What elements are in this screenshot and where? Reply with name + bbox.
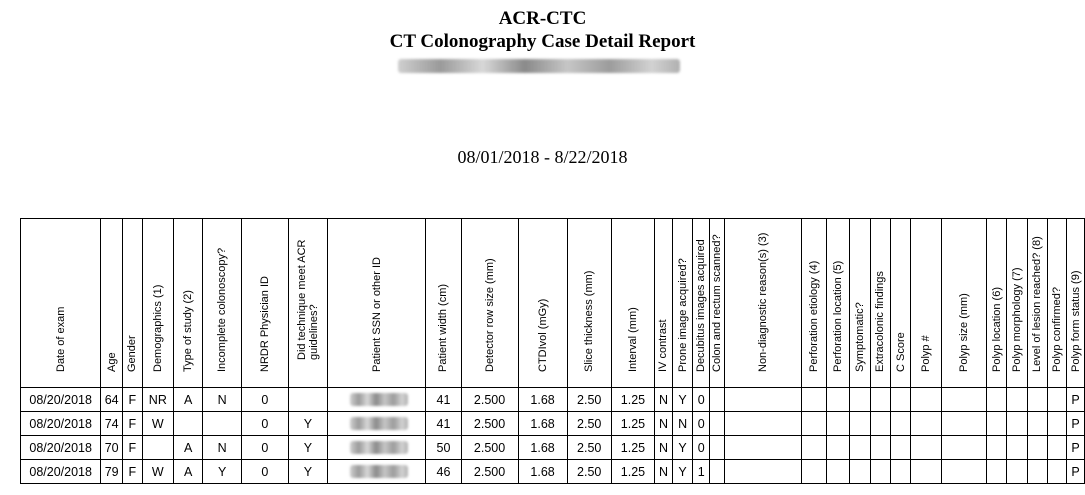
- table-cell: [1027, 460, 1047, 484]
- table-cell: [911, 460, 942, 484]
- table-cell: 1.25: [611, 436, 654, 460]
- table-cell: [941, 412, 986, 436]
- column-header: [288, 219, 328, 388]
- table-cell: [987, 436, 1007, 460]
- table-cell: [870, 460, 890, 484]
- table-cell: 74: [101, 412, 123, 436]
- table-cell: [802, 436, 827, 460]
- table-cell: [802, 388, 827, 412]
- table-cell: [725, 412, 802, 436]
- column-header-label: Perforation location (5): [832, 260, 845, 372]
- column-header-label: Patient SSN or other ID: [370, 257, 383, 372]
- column-header-label: Decubitus images acquired: [695, 239, 708, 372]
- table-cell: 1.68: [518, 412, 567, 436]
- table-cell: [1047, 436, 1066, 460]
- column-header: [890, 219, 910, 388]
- column-header-label: Prone image acquired?: [676, 258, 689, 372]
- column-header-label: Date of exam: [54, 306, 67, 372]
- table-cell: [710, 412, 725, 436]
- column-header: [518, 219, 567, 388]
- table-row: [21, 388, 1085, 412]
- table-cell: 46: [426, 460, 461, 484]
- table-cell: [827, 412, 850, 436]
- table-cell: [1047, 412, 1066, 436]
- table-cell: [1047, 460, 1066, 484]
- table-cell: Y: [672, 460, 693, 484]
- column-header-label: Non-diagnostic reason(s) (3): [757, 232, 770, 372]
- column-header-label: Polyp #: [920, 335, 933, 372]
- table-cell: [1007, 388, 1027, 412]
- table-cell: A: [174, 436, 203, 460]
- table-cell: 0: [242, 436, 288, 460]
- table-cell: W: [142, 412, 174, 436]
- header-row: [21, 219, 1085, 388]
- column-header-label: Interval (mm): [626, 307, 639, 372]
- column-header-label: Patient width (cm): [437, 283, 450, 372]
- table-cell: [710, 388, 725, 412]
- table-cell: P: [1067, 412, 1085, 436]
- table-cell: [911, 412, 942, 436]
- column-header: [1067, 219, 1085, 388]
- table-cell: 0: [242, 388, 288, 412]
- table-cell: 08/20/2018: [21, 412, 101, 436]
- table-cell: P: [1067, 388, 1085, 412]
- redacted-patient-id: [350, 393, 408, 406]
- table-cell: 1.68: [518, 460, 567, 484]
- table-cell: [1027, 412, 1047, 436]
- table-cell: [987, 388, 1007, 412]
- column-header-label: CTDIvol (mGy): [536, 298, 549, 372]
- table-cell: Y: [672, 388, 693, 412]
- table-cell: 08/20/2018: [21, 460, 101, 484]
- column-header-label: Type of study (2): [182, 290, 195, 372]
- table-cell: A: [174, 388, 203, 412]
- column-header: [142, 219, 174, 388]
- column-header: [1047, 219, 1066, 388]
- column-header: [461, 219, 518, 388]
- table-row: [21, 436, 1085, 460]
- column-header: [1027, 219, 1047, 388]
- table-cell: 2.500: [461, 460, 518, 484]
- date-range: 08/01/2018 - 8/22/2018: [457, 147, 628, 167]
- table-cell: 0: [242, 412, 288, 436]
- column-header: [203, 219, 242, 388]
- table-cell: 08/20/2018: [21, 388, 101, 412]
- table-cell: [911, 388, 942, 412]
- table-cell: 41: [426, 412, 461, 436]
- column-header: [672, 219, 693, 388]
- table-cell: 1.25: [611, 460, 654, 484]
- table-cell: 41: [426, 388, 461, 412]
- table-cell: [827, 388, 850, 412]
- table-cell: [802, 460, 827, 484]
- column-header: [174, 219, 203, 388]
- table-cell: Y: [203, 460, 242, 484]
- cell-redacted-id: [328, 460, 426, 484]
- table-cell: 2.50: [567, 412, 611, 436]
- column-header-label: Age: [105, 352, 118, 372]
- table-cell: 0: [693, 412, 710, 436]
- table-cell: 70: [101, 436, 123, 460]
- table-cell: A: [174, 460, 203, 484]
- table-cell: [941, 388, 986, 412]
- table-cell: [870, 412, 890, 436]
- column-header-label: Demographics (1): [151, 284, 164, 372]
- table-cell: 0: [693, 388, 710, 412]
- table-cell: 1: [693, 460, 710, 484]
- column-header: [123, 219, 143, 388]
- report-title: ACR-CTC: [498, 8, 587, 29]
- table-cell: 1.68: [518, 388, 567, 412]
- cell-redacted-id: [328, 388, 426, 412]
- column-header: [870, 219, 890, 388]
- column-header: [941, 219, 986, 388]
- column-header: [693, 219, 710, 388]
- column-header: [426, 219, 461, 388]
- column-header-label: Polyp location (6): [990, 287, 1003, 372]
- table-cell: N: [655, 388, 673, 412]
- column-header-label: Polyp confirmed?: [1050, 287, 1063, 372]
- table-cell: [890, 388, 910, 412]
- column-header: [987, 219, 1007, 388]
- table-cell: [725, 436, 802, 460]
- column-header: [101, 219, 123, 388]
- redacted-patient-id: [350, 465, 408, 478]
- table-cell: [710, 460, 725, 484]
- table-cell: [725, 388, 802, 412]
- column-header-label: Polyp morphology (7): [1010, 267, 1023, 372]
- column-header-label: NRDR Physician ID: [258, 276, 271, 372]
- table-cell: N: [203, 388, 242, 412]
- table-cell: Y: [288, 412, 328, 436]
- table-cell: [203, 412, 242, 436]
- table-cell: 64: [101, 388, 123, 412]
- column-header-label: Incomplete colonoscopy?: [216, 247, 229, 372]
- redacted-patient-id: [350, 417, 408, 430]
- column-header-label: Extracolonic findings: [874, 271, 887, 372]
- column-header-label: Slice thickness (mm): [583, 270, 596, 372]
- column-header-label: Polyp size (mm): [958, 293, 971, 372]
- column-header-label: Did technique meet ACR guidelines?: [295, 239, 320, 360]
- table-cell: [802, 412, 827, 436]
- table-cell: [850, 460, 870, 484]
- table-cell: N: [655, 412, 673, 436]
- table-cell: [1007, 412, 1027, 436]
- table-cell: F: [123, 436, 143, 460]
- column-header: [328, 219, 426, 388]
- column-header: [1007, 219, 1027, 388]
- table-cell: [870, 388, 890, 412]
- cell-redacted-id: [328, 436, 426, 460]
- table-cell: Y: [288, 460, 328, 484]
- table-cell: Y: [672, 436, 693, 460]
- table-cell: [890, 460, 910, 484]
- table-cell: [1007, 460, 1027, 484]
- table-cell: [987, 460, 1007, 484]
- table-cell: N: [203, 436, 242, 460]
- table-cell: N: [672, 412, 693, 436]
- column-header: [911, 219, 942, 388]
- table-cell: [870, 436, 890, 460]
- column-header-label: Level of lesion reached? (8): [1031, 236, 1044, 372]
- column-header: [725, 219, 802, 388]
- table-cell: W: [142, 460, 174, 484]
- column-header: [611, 219, 654, 388]
- table-cell: N: [655, 436, 673, 460]
- column-header-label: Polyp form status (9): [1069, 270, 1082, 372]
- table-cell: [174, 412, 203, 436]
- column-header: [242, 219, 288, 388]
- table-cell: P: [1067, 460, 1085, 484]
- table-cell: N: [655, 460, 673, 484]
- table-cell: Y: [288, 436, 328, 460]
- column-header-label: Perforation etiology (4): [808, 260, 821, 372]
- redacted-facility-name: [398, 59, 680, 73]
- table-cell: [827, 436, 850, 460]
- column-header-label: C Score: [894, 332, 907, 372]
- column-header-label: Gender: [126, 335, 139, 372]
- column-header-label: Symptomatic?: [854, 302, 867, 372]
- table-cell: [941, 436, 986, 460]
- column-header: [850, 219, 870, 388]
- table-cell: 1.68: [518, 436, 567, 460]
- column-header-label: Detector row size (mm): [483, 258, 496, 372]
- table-cell: 0: [242, 460, 288, 484]
- table-cell: 2.500: [461, 412, 518, 436]
- table-cell: [850, 412, 870, 436]
- table-cell: 2.50: [567, 436, 611, 460]
- table-cell: 2.500: [461, 436, 518, 460]
- redacted-patient-id: [350, 441, 408, 454]
- column-header: [21, 219, 101, 388]
- table-cell: F: [123, 460, 143, 484]
- table-cell: [1027, 436, 1047, 460]
- table-cell: [288, 388, 328, 412]
- table-cell: 08/20/2018: [21, 436, 101, 460]
- table-cell: P: [1067, 436, 1085, 460]
- table-body: [21, 388, 1085, 484]
- table-cell: [1007, 436, 1027, 460]
- table-cell: [710, 436, 725, 460]
- table-cell: NR: [142, 388, 174, 412]
- column-header-label: Colon and rectum scanned?: [711, 234, 724, 372]
- report-subtitle: CT Colonography Case Detail Report: [389, 31, 696, 52]
- column-header-label: IV contrast: [657, 319, 670, 372]
- table-cell: 50: [426, 436, 461, 460]
- table-cell: 1.25: [611, 412, 654, 436]
- table-cell: [725, 460, 802, 484]
- column-header: [655, 219, 673, 388]
- table-row: [21, 460, 1085, 484]
- table-row: [21, 412, 1085, 436]
- column-header: [710, 219, 725, 388]
- table-cell: 0: [693, 436, 710, 460]
- table-cell: [911, 436, 942, 460]
- cell-redacted-id: [328, 412, 426, 436]
- table-cell: [987, 412, 1007, 436]
- table-cell: 1.25: [611, 388, 654, 412]
- table-cell: [850, 436, 870, 460]
- table-cell: [1047, 388, 1066, 412]
- column-header: [802, 219, 827, 388]
- table-cell: [1027, 388, 1047, 412]
- case-detail-table: [20, 218, 1085, 484]
- table-cell: [827, 460, 850, 484]
- table-cell: [142, 436, 174, 460]
- table-cell: F: [123, 388, 143, 412]
- column-header: [567, 219, 611, 388]
- table-cell: [890, 436, 910, 460]
- table-cell: [941, 460, 986, 484]
- table-cell: 79: [101, 460, 123, 484]
- table-cell: [850, 388, 870, 412]
- column-header: [827, 219, 850, 388]
- table-cell: 2.50: [567, 388, 611, 412]
- table-cell: 2.500: [461, 388, 518, 412]
- table-cell: [890, 412, 910, 436]
- table-cell: 2.50: [567, 460, 611, 484]
- table-cell: F: [123, 412, 143, 436]
